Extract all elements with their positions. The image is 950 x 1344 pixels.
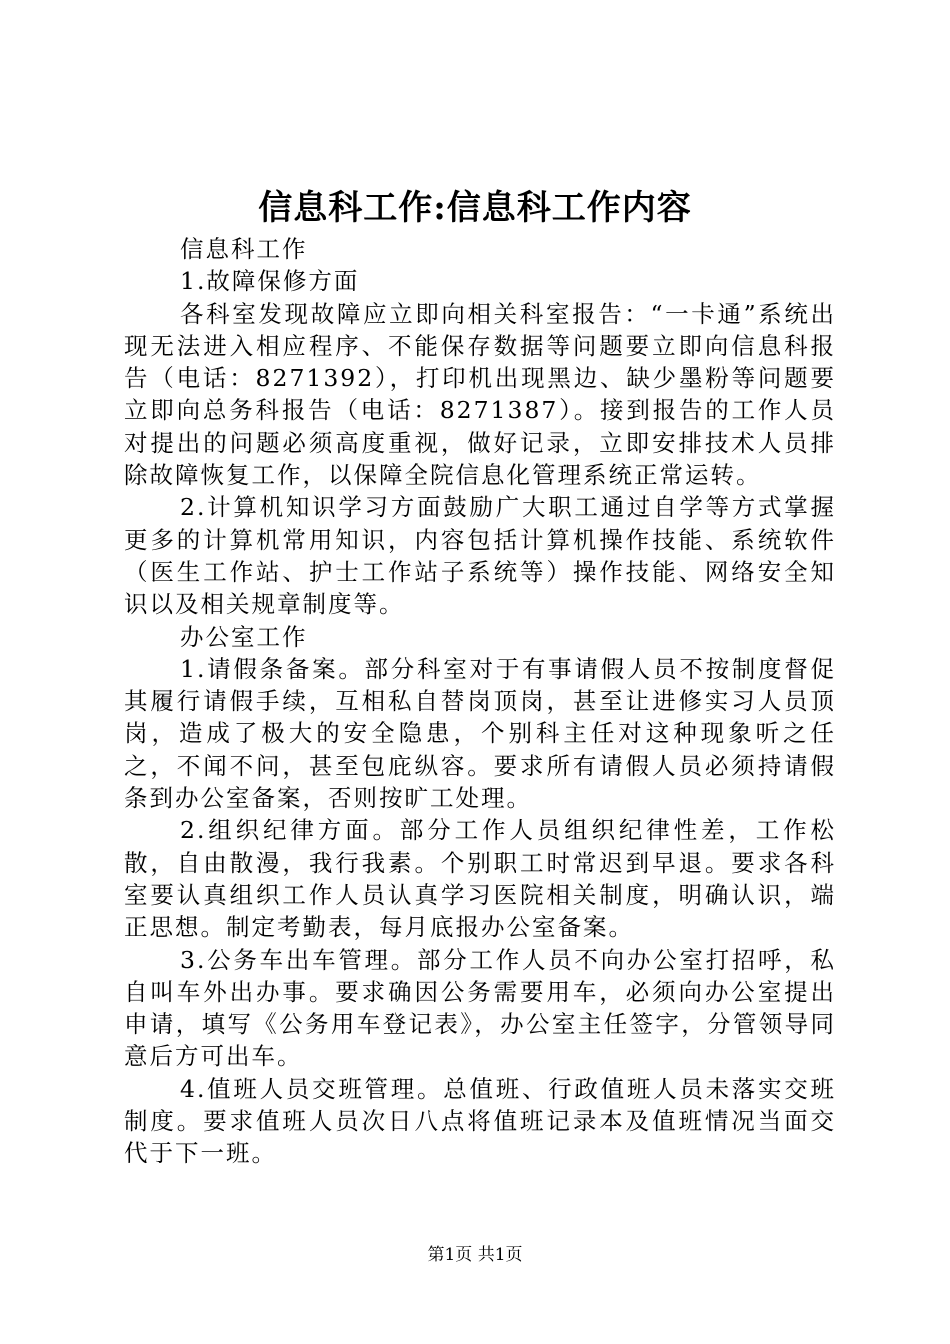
document-body <box>124 233 836 1170</box>
document-title: 信息科工作:信息科工作内容 <box>258 188 692 228</box>
section-heading-info: 信息科工作 <box>180 235 308 263</box>
paragraph-fault-report: 各科室发现故障应立即向相关科室报告：“一卡通”系统出现无法进入相应程序、不能保存数据等问题要立即向信息科报告（电话：8271392），打印机出现黑边、缺少墨粉等问题要立即向总务科报告（电话：8271387）。接到报告的工作人员对提出的问题必须高度重视，做好记录，立即安排技术人员排除故障恢复工作，以保障全院信息化管理系统正常运转。 <box>124 299 836 490</box>
paragraph-discipline: 2.组织纪律方面。部分工作人员组织纪律性差，工作松散，自由散漫，我行我素。个别职工时常迟到早退。要求各科室要认真组织工作人员认真学习医院相关制度，明确认识，端正思想。制定考勤表，每月底报办公室备案。 <box>124 816 836 942</box>
paragraph-vehicle-management: 3.公务车出车管理。部分工作人员不向办公室打招呼，私自叫车外出办事。要求确因公务需要用车，必须向办公室提出申请，填写《公务用车登记表》，办公室主任签字，分管领导同意后方可出车。 <box>124 945 836 1071</box>
subheading-fault-repair: 1.故障保修方面 <box>180 267 360 296</box>
paragraph-computer-learning: 2.计算机知识学习方面鼓励广大职工通过自学等方式掌握更多的计算机常用知识，内容包括计算机操作技能、系统软件（医生工作站、护士工作站子系统等）操作技能、网络安全知识以及相关规章制度等。 <box>124 493 836 619</box>
paragraph-leave-record: 1.请假条备案。部分科室对于有事请假人员不按制度督促其履行请假手续，互相私自替岗顶岗，甚至让进修实习人员顶岗，造成了极大的安全隐患，个别科主任对这种现象听之任之，不闻不问，甚至包庇纵容。要求所有请假人员必须持请假条到办公室备案，否则按旷工处理。 <box>124 654 836 813</box>
paragraph-duty-handover: 4.值班人员交班管理。总值班、行政值班人员未落实交班制度。要求值班人员次日八点将值班记录本及值班情况当面交代于下一班。 <box>124 1074 836 1168</box>
page-footer: 第1页 共1页 <box>427 1245 523 1265</box>
section-heading-office: 办公室工作 <box>180 622 308 651</box>
